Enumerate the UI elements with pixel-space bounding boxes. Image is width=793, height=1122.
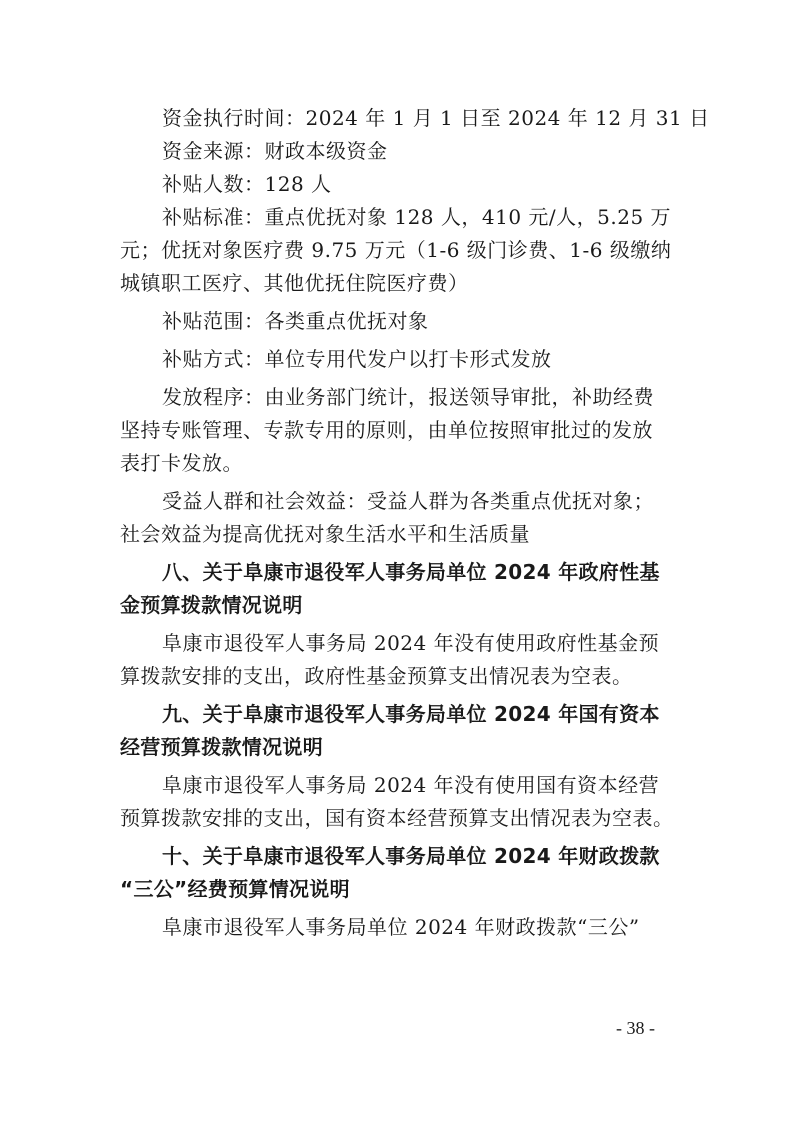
paragraph-line: 补贴标准：重点优抚对象 128 人，410 元/人，5.25 万 (162, 205, 672, 229)
paragraph-line: 资金来源：财政本级资金 (162, 139, 388, 163)
paragraph-line: 受益人群和社会效益：受益人群为各类重点优抚对象； (162, 489, 654, 513)
paragraph-line: 社会效益为提高优抚对象生活水平和生活质量 (120, 522, 530, 546)
paragraph-line: 坚持专账管理、专款专用的原则，由单位按照审批过的发放 (120, 418, 653, 442)
paragraph-line: 预算拨款安排的支出，国有资本经营预算支出情况表为空表。 (120, 806, 674, 830)
paragraph-line: 发放程序：由业务部门统计，报送领导审批，补助经费 (162, 385, 654, 409)
paragraph-line: 补贴方式：单位专用代发户以打卡形式发放 (162, 347, 552, 371)
paragraph-line: 算拨款安排的支出，政府性基金预算支出情况表为空表。 (120, 664, 633, 688)
section-heading: 九、关于阜康市退役军人事务局单位 2024 年国有资本 (162, 702, 660, 726)
paragraph-line: 补贴范围：各类重点优抚对象 (162, 309, 429, 333)
document-page (120, 102, 710, 944)
paragraph-line: 元；优抚对象医疗费 9.75 万元（1-6 级门诊费、1-6 级缴纳 (120, 238, 672, 262)
section-heading: 八、关于阜康市退役军人事务局单位 2024 年政府性基 (162, 560, 660, 584)
paragraph-line: 城镇职工医疗、其他优抚住院医疗费） (120, 271, 469, 295)
paragraph-line: 阜康市退役军人事务局单位 2024 年财政拨款“三公” (162, 915, 640, 939)
paragraph-line: 阜康市退役军人事务局 2024 年没有使用国有资本经营 (162, 773, 660, 797)
section-heading: 金预算拨款情况说明 (120, 593, 303, 617)
section-heading: “三公”经费预算情况说明 (120, 877, 350, 901)
page-number: - 38 - (616, 1018, 655, 1038)
paragraph-line: 表打卡发放。 (120, 451, 243, 475)
paragraph-line: 阜康市退役军人事务局 2024 年没有使用政府性基金预 (162, 631, 660, 655)
section-heading: 经营预算拨款情况说明 (120, 735, 323, 759)
section-heading: 十、关于阜康市退役军人事务局单位 2024 年财政拨款 (162, 844, 660, 868)
paragraph-line: 补贴人数：128 人 (162, 172, 332, 196)
paragraph-line: 资金执行时间：2024 年 1 月 1 日至 2024 年 12 月 31 日 (162, 106, 710, 130)
